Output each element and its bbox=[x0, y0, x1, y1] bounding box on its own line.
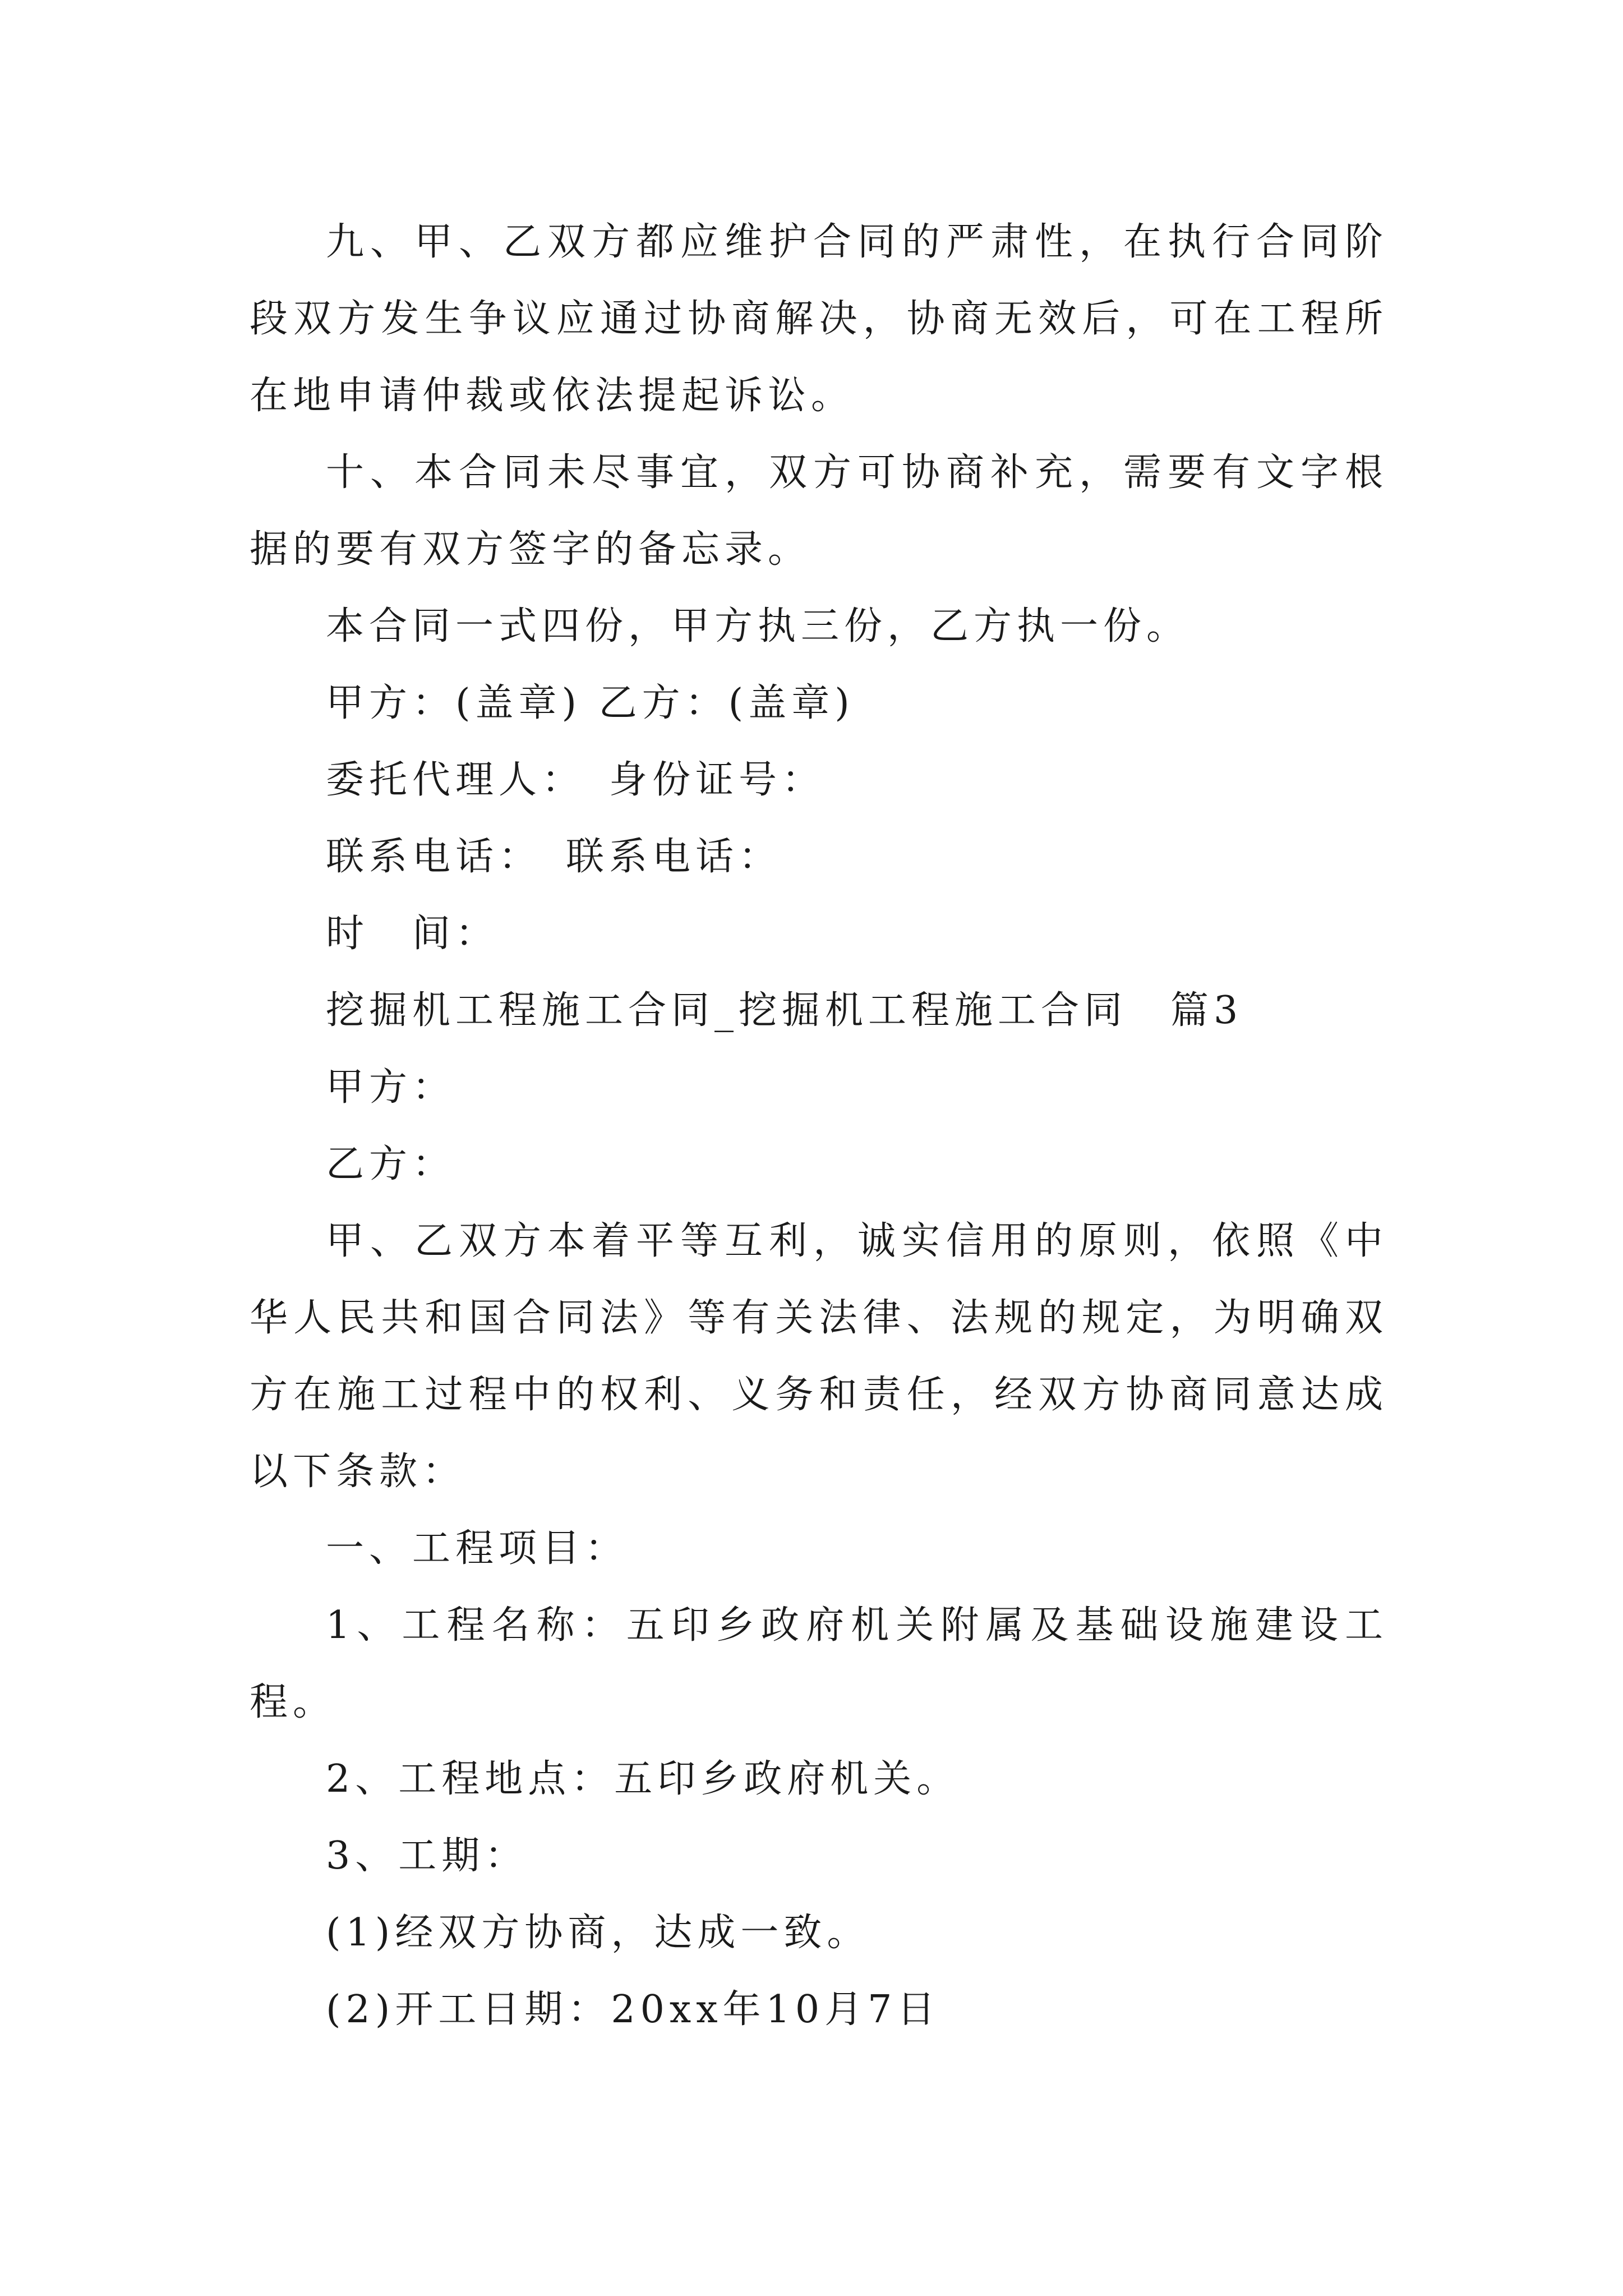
time-line: 时 间： bbox=[326, 912, 499, 956]
clause-ten: 十、本合同未尽事宜，双方可协商补充，需要有文字根据的要有双方签字的备忘录。 bbox=[250, 450, 1388, 572]
schedule-item-2: (2)开工日期：20xx年10月7日 bbox=[326, 1987, 940, 2032]
schedule-heading: 3、工期： bbox=[326, 1834, 528, 1878]
section-title: 挖掘机工程施工合同_挖掘机工程施工合同 篇3 bbox=[326, 988, 1243, 1033]
project-location: 2、工程地点：五印乡政府机关。 bbox=[326, 1757, 960, 1801]
project-heading: 一、工程项目： bbox=[326, 1526, 629, 1571]
project-name: 1、工程名称：五印乡政府机关附属及基础设施建设工程。 bbox=[250, 1603, 1388, 1724]
clause-nine: 九、甲、乙双方都应维护合同的严肃性，在执行合同阶段双方发生争议应通过协商解决，协商无效后，可在工程所在地申请仲裁或依法提起诉讼。 bbox=[250, 220, 1388, 418]
document-body bbox=[250, 204, 1388, 2048]
preamble: 甲、乙双方本着平等互利，诚实信用的原则，依照《中华人民共和国合同法》等有关法律、法规的规定，为明确双方在施工过程中的权利、义务和责任，经双方协商同意达成以下条款： bbox=[250, 1219, 1388, 1494]
schedule-item-1: (1)经双方协商，达成一致。 bbox=[326, 1911, 870, 1955]
copies-note: 本合同一式四份，甲方执三份，乙方执一份。 bbox=[326, 604, 1190, 648]
party-a-line: 甲方： bbox=[326, 1065, 456, 1110]
party-b-line: 乙方： bbox=[326, 1142, 456, 1186]
seal-line: 甲方：(盖章) 乙方：(盖章) bbox=[326, 681, 855, 725]
phone-line: 联系电话： 联系电话： bbox=[326, 835, 782, 879]
agent-line: 委托代理人： 身份证号： bbox=[326, 758, 826, 802]
